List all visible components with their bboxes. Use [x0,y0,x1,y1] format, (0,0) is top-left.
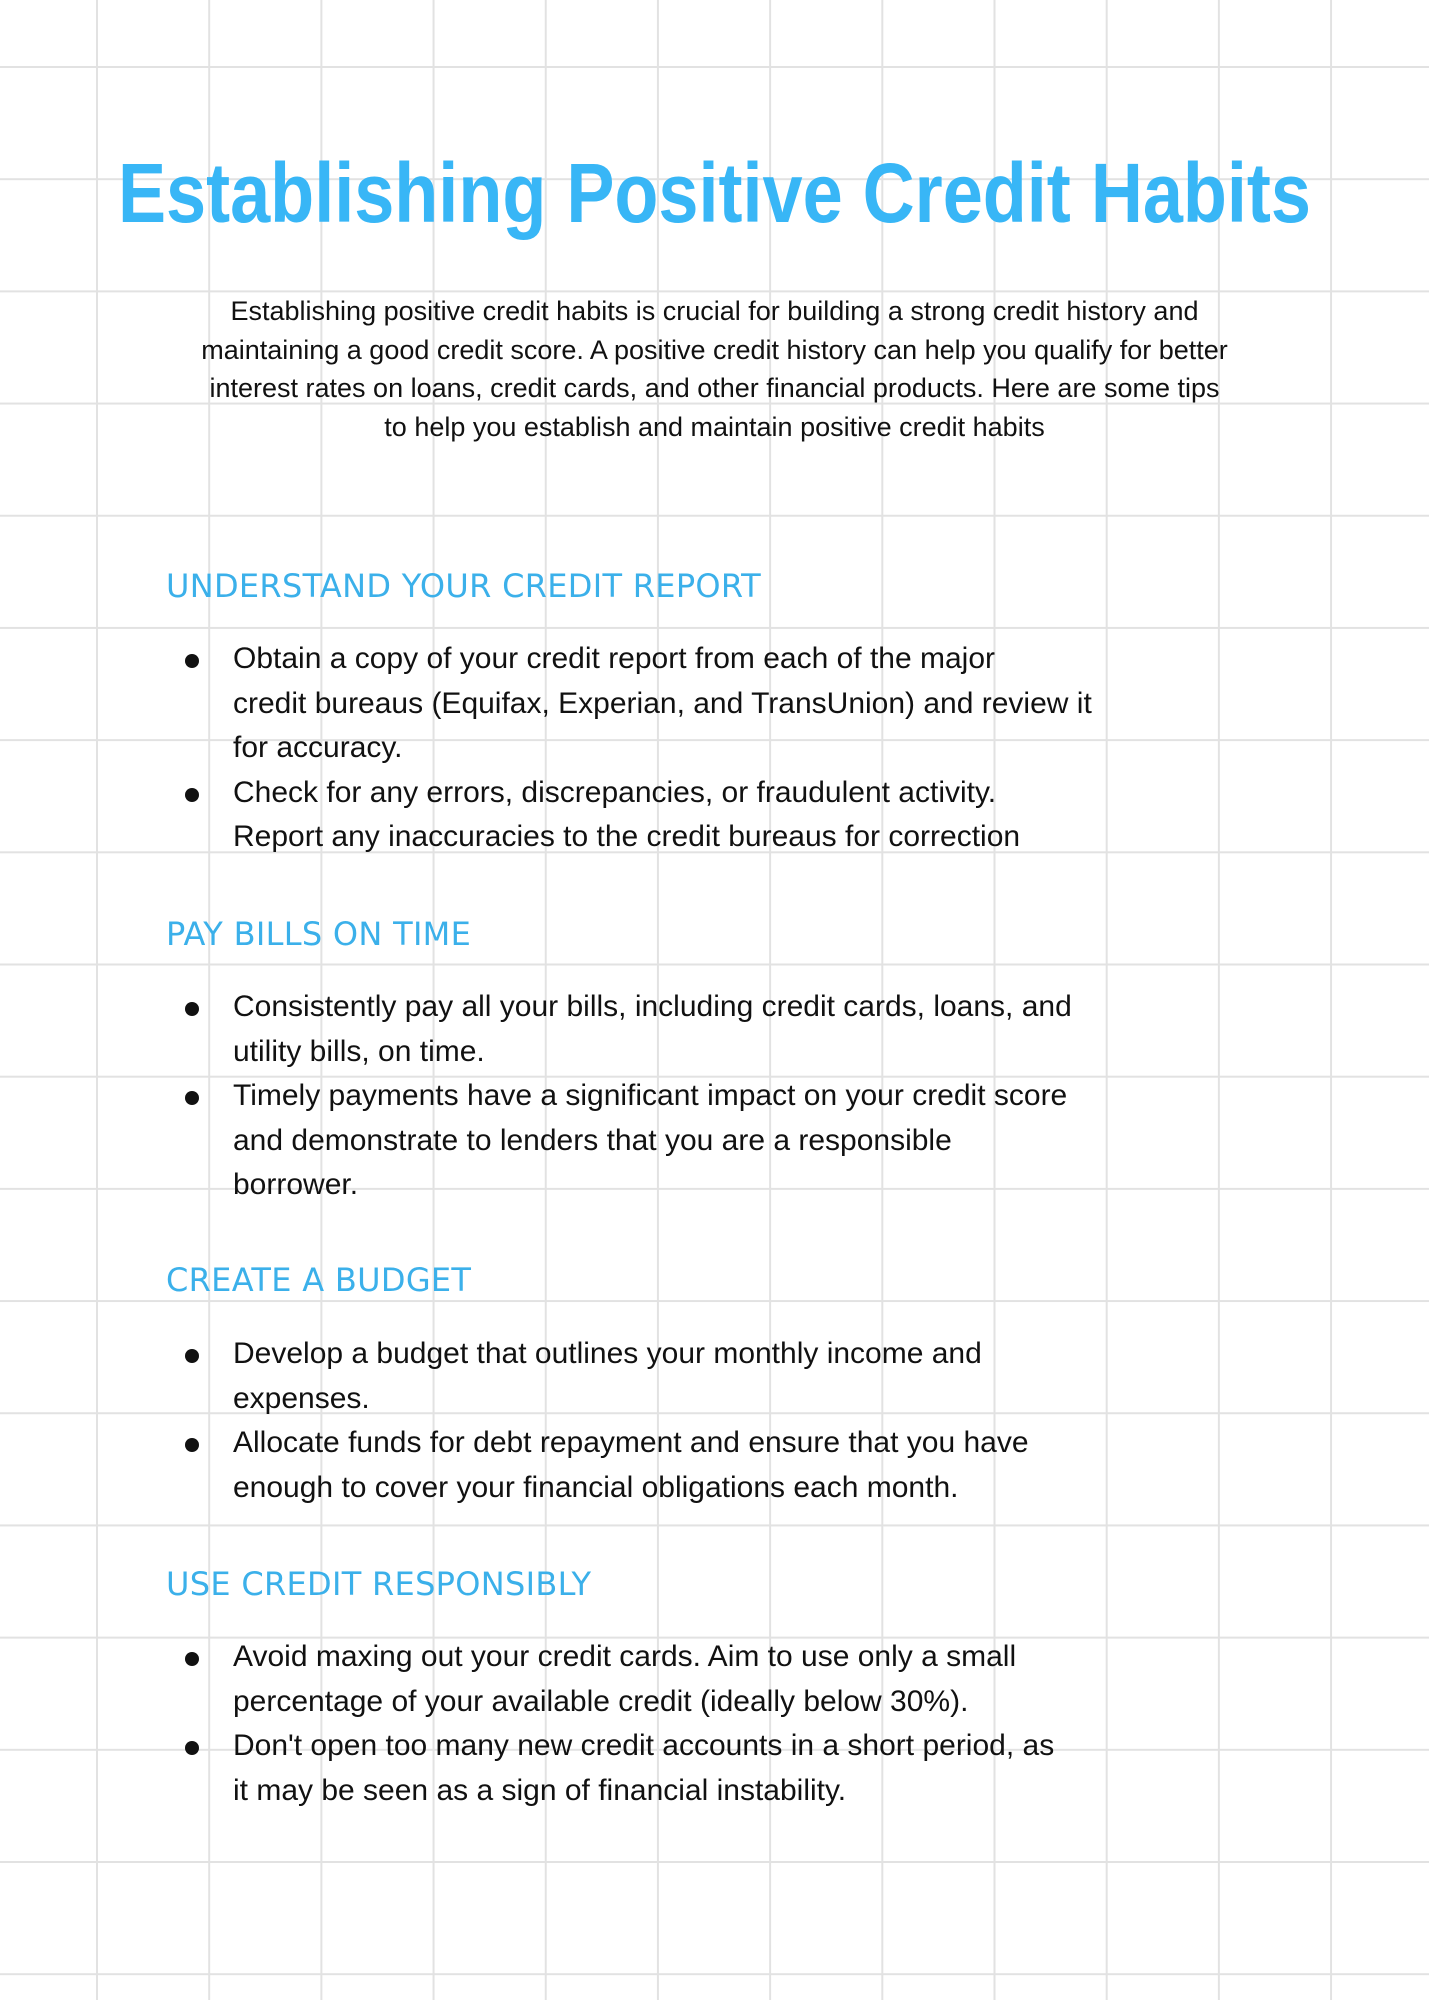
bullet-line: enough to cover your financial obligations each month. [233,1470,959,1504]
bullet-line: Avoid maxing out your credit cards. Aim to use only a small [233,1640,1017,1673]
bullet-icon [185,1741,199,1755]
bullet-line: Consistently pay all your bills, including credit cards, loans, and [233,990,1072,1023]
section-heading: PAY BILLS ON TIME [166,915,472,953]
bullet-line: Report any inaccuracies to the credit bureaus for correction [233,820,1021,854]
page-title [0,130,1429,250]
bullet-line: and demonstrate to lenders that you are a responsible [233,1123,952,1157]
bullet-icon [185,654,199,668]
bullet-line: borrower. [233,1168,359,1202]
bullet-line: it may be seen as a sign of financial instability. [233,1773,847,1807]
bullet-list [0,1635,1429,1813]
intro-paragraph [0,292,1429,447]
bullet-icon [185,1091,199,1105]
list-item [0,1074,1429,1208]
bullet-icon [185,1652,199,1666]
intro-line: to help you establish and maintain positive credit habits [384,412,1045,443]
bullet-line: Develop a budget that outlines your monthly income and [233,1337,982,1370]
bullet-line: Timely payments have a significant impact on your credit score [233,1079,1068,1113]
bullet-list [0,637,1429,860]
list-item [0,771,1429,860]
section-heading: UNDERSTAND YOUR CREDIT REPORT [166,567,761,605]
page-title-text: Establishing Positive Credit Habits [118,146,1311,240]
list-item [0,1332,1429,1421]
section-heading: CREATE A BUDGET [166,1261,472,1299]
bullet-line: Don't open too many new credit accounts in a short period, as [233,1729,1055,1763]
bullet-line: Check for any errors, discrepancies, or fraudulent activity. [233,775,997,809]
bullet-line: expenses. [233,1381,370,1415]
bullet-icon [185,1002,199,1016]
list-item [0,1724,1429,1813]
intro-line: Establishing positive credit habits is crucial for building a strong credit history and [230,296,1199,326]
section-heading: USE CREDIT RESPONSIBLY [166,1565,592,1603]
bullet-line: utility bills, on time. [233,1034,485,1068]
bullet-line: percentage of your available credit (ideally below 30%). [233,1684,969,1718]
intro-line: interest rates on loans, credit cards, and other financial products. Here are some tips [209,373,1220,404]
bullet-icon [185,1438,199,1452]
bullet-line: Obtain a copy of your credit report from each of the major [233,642,996,675]
bullet-list [0,985,1429,1208]
bullet-icon [185,1349,199,1363]
bullet-list [0,1332,1429,1510]
list-item [0,1635,1429,1724]
bullet-icon [185,788,199,802]
list-item [0,637,1429,771]
list-item [0,1421,1429,1510]
list-item [0,985,1429,1074]
bullet-line: for accuracy. [233,731,403,765]
bullet-line: Allocate funds for debt repayment and ensure that you have [233,1426,1029,1460]
intro-line: maintaining a good credit score. A positive credit history can help you qualify for better [201,334,1228,365]
bullet-line: credit bureaus (Equifax, Experian, and TransUnion) and review it [233,686,1092,720]
